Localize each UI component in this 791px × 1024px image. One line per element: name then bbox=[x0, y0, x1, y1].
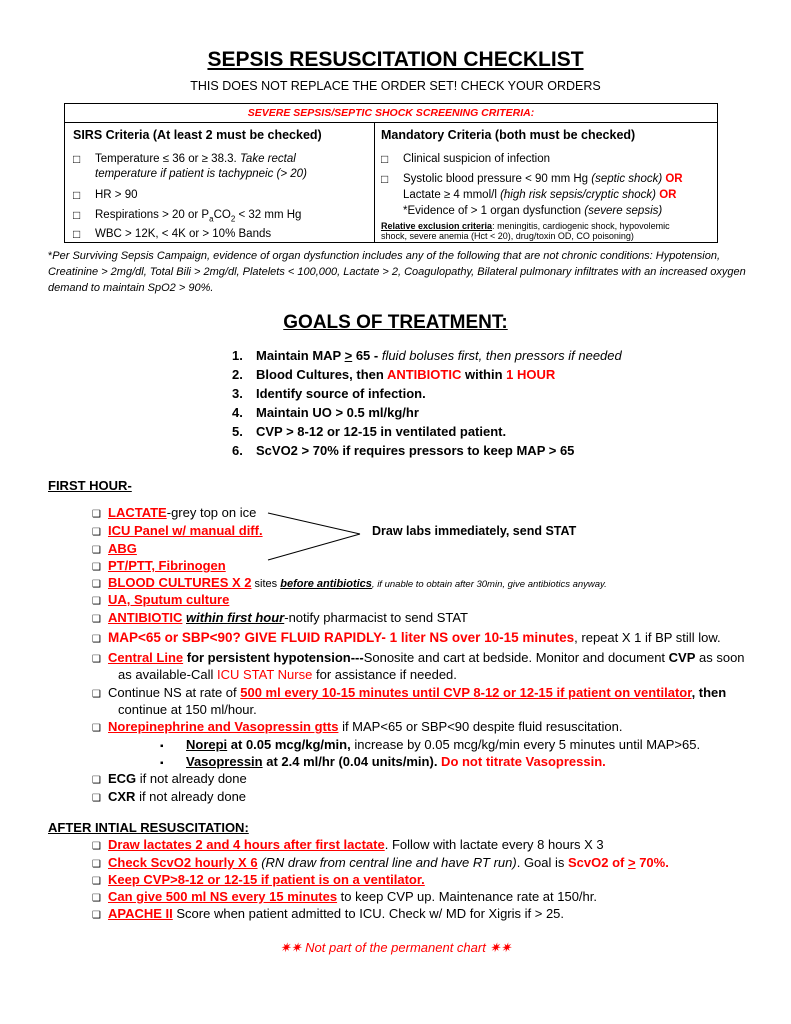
l5-red: APACHE II bbox=[108, 906, 173, 921]
cl-rest2: as soon bbox=[695, 650, 745, 665]
after-ns bbox=[92, 889, 597, 904]
checkbox-respirations[interactable]: □ bbox=[73, 208, 81, 222]
lactate-rest: -grey top on ice bbox=[166, 505, 257, 520]
pt-label: PT/PTT, Fibrinogen bbox=[108, 558, 226, 573]
footnote bbox=[48, 248, 748, 296]
excl-label: Relative exclusion criteria bbox=[381, 221, 493, 231]
checkbox-sbp-lactate[interactable]: □ bbox=[381, 172, 389, 186]
map-rest: , repeat X 1 if BP still low. bbox=[574, 630, 721, 645]
goal-within: within bbox=[461, 367, 507, 382]
item-pressors bbox=[92, 719, 622, 734]
map-red: MAP<65 or SBP<90? GIVE FLUID RAPIDLY- 1 liter NS over 10-15 minutes bbox=[108, 630, 575, 645]
goal-text: ScVO2 > 70% if requires pressors to keep MAP > 65 bbox=[256, 443, 575, 458]
exclusion-criteria-line2: shock, severe anemia (Hct < 20), drug/toxin OD, CO poisoning) bbox=[381, 231, 634, 241]
bc-label: BLOOD CULTURES X 2 bbox=[108, 575, 252, 590]
checkbox-bullet[interactable]: ❑ bbox=[92, 634, 101, 645]
cl-label: Central Line bbox=[108, 650, 184, 665]
checkbox-bullet[interactable]: ❑ bbox=[92, 614, 101, 625]
screening-criteria-box bbox=[64, 103, 718, 243]
item-norepi bbox=[160, 737, 700, 752]
resp-sub1: a bbox=[209, 214, 214, 224]
checkbox-bullet[interactable]: ❑ bbox=[92, 654, 101, 665]
sirs-temp-text: Temperature ≤ 36 or ≥ 38.3. bbox=[95, 153, 240, 165]
ns-a: Continue NS at rate of bbox=[108, 685, 241, 700]
goal-5 bbox=[232, 424, 506, 439]
icu-label: ICU Panel w/ manual diff. bbox=[108, 523, 263, 538]
checkbox-bullet[interactable]: ❑ bbox=[92, 562, 101, 573]
l2-goal-a: ScvO2 of bbox=[568, 855, 628, 870]
vp-u: Vasopressin bbox=[186, 754, 263, 769]
after-cvp bbox=[92, 872, 425, 887]
l2-goal-b: 70%. bbox=[635, 855, 669, 870]
bc-rest1: sites bbox=[251, 578, 281, 590]
nv-red: Norepinephrine and Vasopressin gtts bbox=[108, 719, 339, 734]
labs-note: Draw labs immediately, send STAT bbox=[372, 524, 577, 538]
checkbox-bullet[interactable]: ❑ bbox=[92, 859, 101, 870]
sirs-respirations bbox=[95, 208, 301, 226]
cxr-label: CXR bbox=[108, 789, 136, 804]
lact-a: Lactate ≥ 4 mmol/l bbox=[403, 189, 501, 201]
abx-within: within first hour bbox=[186, 610, 285, 625]
goal-num: 2. bbox=[232, 367, 243, 382]
checkbox-temperature[interactable]: □ bbox=[73, 152, 81, 166]
checkbox-bullet[interactable]: ❑ bbox=[92, 775, 101, 786]
checkbox-bullet[interactable]: ❑ bbox=[92, 596, 101, 607]
cl-nurse: ICU STAT Nurse bbox=[217, 667, 313, 682]
l5-rest: Score when patient admitted to ICU. Check w/ MD for Xigris if > 25. bbox=[172, 906, 565, 921]
goal-hour: 1 HOUR bbox=[506, 367, 556, 382]
item-map bbox=[92, 630, 721, 645]
square-bullet: ▪ bbox=[160, 758, 164, 769]
after-resuscitation-title: AFTER INTIAL RESUSCITATION: bbox=[48, 820, 249, 835]
checkbox-bullet[interactable]: ❑ bbox=[92, 876, 101, 887]
goal-text: Maintain UO > 0.5 ml/kg/hr bbox=[256, 405, 419, 420]
ne-rest: increase by 0.05 mcg/kg/min every 5 minutes until MAP>65. bbox=[350, 737, 701, 752]
cl-cvp: CVP bbox=[668, 650, 696, 665]
checkbox-bullet[interactable]: ❑ bbox=[92, 793, 101, 804]
cl-bold: for persistent hypotension--- bbox=[183, 650, 364, 665]
bc-rest2: , if unable to obtain after 30min, give antibiotics anyway. bbox=[371, 579, 607, 590]
lact-or: OR bbox=[656, 189, 677, 201]
sirs-hr: HR > 90 bbox=[95, 189, 138, 201]
checkbox-bullet[interactable]: ❑ bbox=[92, 509, 101, 520]
ne-b: at 0.05 mcg/kg/min, bbox=[227, 737, 351, 752]
resp-c: CO bbox=[213, 209, 231, 221]
l4-red: Can give 500 ml NS every 15 minutes bbox=[108, 889, 338, 904]
checkbox-bullet[interactable]: ❑ bbox=[92, 545, 101, 556]
goal-num: 1. bbox=[232, 348, 243, 363]
labs-bracket-lines bbox=[260, 508, 370, 570]
item-pt bbox=[92, 558, 226, 573]
l2-goal-u: > bbox=[627, 855, 636, 870]
ns-b: , then bbox=[691, 685, 727, 700]
goal-6 bbox=[232, 443, 574, 458]
page-subtitle: THIS DOES NOT REPLACE THE ORDER SET! CHECK YOUR ORDERS bbox=[190, 79, 601, 93]
item-central-line bbox=[92, 650, 745, 665]
organ-b: (severe sepsis) bbox=[584, 205, 663, 217]
checkbox-bullet[interactable]: ❑ bbox=[92, 723, 101, 734]
excl-1: : meningitis, cardiogenic shock, hypovolemic bbox=[492, 221, 670, 231]
checkbox-bullet[interactable]: ❑ bbox=[92, 910, 101, 921]
organ-a: *Evidence of > 1 organ dysfunction bbox=[403, 205, 585, 217]
l3-red: Keep CVP>8-12 or 12-15 if patient is on a ventilator. bbox=[108, 872, 425, 887]
cl-rest: Sonosite and cart at bedside. Monitor and document bbox=[363, 650, 669, 665]
sirs-temperature-line2: temperature if patient is tachypneic (> 20) bbox=[95, 168, 307, 180]
mandatory-heading: Mandatory Criteria (both must be checked) bbox=[381, 128, 636, 142]
goal-ge: > bbox=[344, 348, 353, 363]
ecg-label: ECG bbox=[108, 771, 137, 786]
goal-text: CVP > 8-12 or 12-15 in ventilated patient. bbox=[256, 424, 507, 439]
sirs-temp-italic: Take rectal bbox=[239, 153, 296, 165]
footer-note: ✷✷ Not part of the permanent chart ✷✷ bbox=[279, 940, 512, 955]
ecg-rest: if not already done bbox=[136, 771, 247, 786]
goals-title: GOALS OF TREATMENT: bbox=[283, 312, 508, 333]
sirs-wbc: WBC > 12K, < 4K or > 10% Bands bbox=[95, 228, 272, 240]
checkbox-bullet[interactable]: ❑ bbox=[92, 689, 101, 700]
square-bullet: ▪ bbox=[160, 741, 164, 752]
sbp-a: Systolic blood pressure < 90 mm Hg bbox=[403, 173, 592, 185]
goal-3 bbox=[232, 386, 426, 401]
checkbox-infection[interactable]: □ bbox=[381, 152, 389, 166]
checkbox-bullet[interactable]: ❑ bbox=[92, 893, 101, 904]
checkbox-hr[interactable]: □ bbox=[73, 188, 81, 202]
mand-lactate bbox=[403, 188, 676, 203]
resp-sub2: 2 bbox=[230, 214, 236, 224]
goal-text: Blood Cultures, then bbox=[256, 367, 387, 382]
checkbox-bullet[interactable]: ❑ bbox=[92, 579, 101, 590]
abg-label: ABG bbox=[108, 541, 137, 556]
item-continue-ns bbox=[92, 685, 726, 700]
ua-label: UA, Sputum culture bbox=[108, 592, 230, 607]
l4-rest: to keep CVP up. Maintenance rate at 150/hr. bbox=[337, 889, 597, 904]
after-lactates bbox=[92, 837, 604, 852]
item-ua bbox=[92, 592, 229, 607]
goal-num: 3. bbox=[232, 386, 243, 401]
screening-header: SEVERE SEPSIS/SEPTIC SHOCK SCREENING CRITERIA: bbox=[65, 104, 717, 123]
item-icu-panel bbox=[92, 523, 263, 538]
goal-num: 4. bbox=[232, 405, 243, 420]
abx-label: ANTIBIOTIC bbox=[108, 610, 183, 625]
ns-red: 500 ml every 10-15 minutes until CVP 8-12 or 12-15 if patient on ventilator bbox=[240, 685, 692, 700]
vp-red: Do not titrate Vasopressin. bbox=[437, 754, 606, 769]
abx-rest: -notify pharmacist to send STAT bbox=[284, 610, 468, 625]
item-blood-cultures bbox=[92, 575, 607, 590]
bc-before: before antibiotics bbox=[280, 578, 372, 590]
l2-italic: (RN draw from central line and have RT run) bbox=[257, 855, 517, 870]
goal-num: 6. bbox=[232, 443, 243, 458]
mand-sbp bbox=[403, 172, 683, 187]
item-central-line-2 bbox=[118, 667, 457, 682]
item-ecg bbox=[92, 771, 247, 786]
item-vasopressin bbox=[160, 754, 606, 769]
sbp-or: OR bbox=[662, 173, 683, 185]
column-divider bbox=[374, 122, 375, 243]
cl-line2a: as available-Call bbox=[118, 667, 217, 682]
item-lactate bbox=[92, 505, 256, 520]
ne-u: Norepi bbox=[186, 737, 228, 752]
checkbox-wbc[interactable]: □ bbox=[73, 227, 81, 241]
after-scvo2 bbox=[92, 855, 669, 870]
goal-text: Maintain MAP bbox=[256, 348, 345, 363]
footnote-star: * bbox=[48, 250, 53, 262]
cxr-rest: if not already done bbox=[135, 789, 247, 804]
sbp-b: (septic shock) bbox=[591, 173, 663, 185]
mand-infection: Clinical suspicion of infection bbox=[403, 153, 551, 165]
goal-4 bbox=[232, 405, 419, 420]
checkbox-bullet[interactable]: ❑ bbox=[92, 527, 101, 538]
item-antibiotic bbox=[92, 610, 468, 625]
after-apache bbox=[92, 906, 564, 921]
resp-a: Respirations > 20 or P bbox=[95, 209, 210, 221]
l1-rest: . Follow with lactate every 8 hours X 3 bbox=[384, 837, 604, 852]
cl-line2b: for assistance if needed. bbox=[312, 667, 457, 682]
resp-d: < 32 mm Hg bbox=[235, 209, 302, 221]
goal-italic: fluid boluses first, then pressors if needed bbox=[381, 348, 622, 363]
first-hour-title: FIRST HOUR- bbox=[48, 478, 132, 493]
lactate-label: LACTATE bbox=[108, 505, 167, 520]
goal-text-b: 65 - bbox=[352, 348, 382, 363]
vp-b: at 2.4 ml/hr (0.04 units/min). bbox=[262, 754, 438, 769]
item-abg bbox=[92, 541, 137, 556]
l2-rest: . Goal is bbox=[516, 855, 569, 870]
sirs-temperature bbox=[95, 152, 296, 167]
mand-organ bbox=[403, 204, 662, 219]
goal-antibiotic: ANTIBIOTIC bbox=[386, 367, 462, 382]
checkbox-bullet[interactable]: ❑ bbox=[92, 841, 101, 852]
item-cxr bbox=[92, 789, 246, 804]
l1-red: Draw lactates 2 and 4 hours after first lactate bbox=[108, 837, 385, 852]
item-continue-ns-2: continue at 150 ml/hour. bbox=[118, 702, 257, 717]
l2-red: Check ScvO2 hourly X 6 bbox=[108, 855, 258, 870]
goal-1 bbox=[232, 348, 622, 363]
footnote-text: Per Surviving Sepsis Campaign, evidence of organ dysfunction includes any of the following that are not chronic conditions: Hypotension, Creatinine > 2mg/dl, Total Bili > 2mg/dl, Platelets < 100,000, Lactate > 2, Coagulopathy, Bilateral pulmonary infiltrates with an increased oxygen demand to maintain SpO2 > 90%. bbox=[48, 250, 746, 294]
goal-text: Identify source of infection. bbox=[256, 386, 426, 401]
sirs-heading: SIRS Criteria (At least 2 must be checked) bbox=[73, 128, 322, 142]
goal-num: 5. bbox=[232, 424, 243, 439]
lact-b: (high risk sepsis/cryptic shock) bbox=[500, 189, 657, 201]
nv-rest: if MAP<65 or SBP<90 despite fluid resuscitation. bbox=[338, 719, 623, 734]
page-title: SEPSIS RESUSCITATION CHECKLIST bbox=[207, 48, 584, 71]
goal-2 bbox=[232, 367, 555, 382]
